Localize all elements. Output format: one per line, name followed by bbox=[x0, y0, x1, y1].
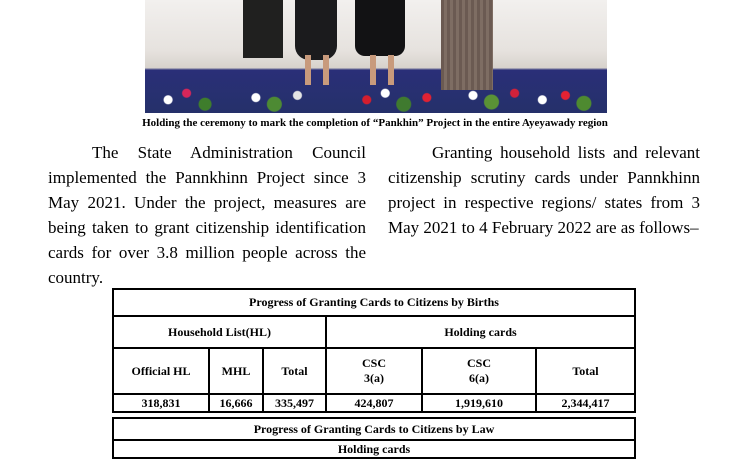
table-group-header: Holding cards bbox=[326, 316, 635, 348]
article-column-right bbox=[388, 140, 700, 240]
table-cell: 2,344,417 bbox=[536, 394, 635, 412]
births-progress-table bbox=[112, 288, 636, 413]
table-title: Progress of Granting Cards to Citizens by Law bbox=[113, 418, 635, 440]
paragraph: Granting household lists and relevant citizenship scrutiny cards under Pannkhinn project in respective regions/ states from 3 May 2021 to 4 February 2022 are as follows– bbox=[388, 143, 700, 237]
table-group-header: Household List(HL) bbox=[113, 316, 326, 348]
table-cell: 424,807 bbox=[326, 394, 422, 412]
table-cell: 318,831 bbox=[113, 394, 209, 412]
flower-arrangement bbox=[145, 69, 607, 113]
law-progress-table bbox=[112, 417, 636, 459]
column-header: MHL bbox=[209, 348, 263, 394]
person-figure bbox=[295, 0, 337, 60]
column-header: CSC 3(a) bbox=[326, 348, 422, 394]
table-group-header: Holding cards bbox=[113, 440, 635, 458]
paragraph: The State Administration Council implemented the Pannkhinn Project since 3 May 2021. Under the project, measures are being taken to grant citizenship identification cards for over 3.8 million people across the country. bbox=[48, 143, 366, 287]
person-figure bbox=[355, 0, 405, 56]
column-header: CSC 6(a) bbox=[422, 348, 536, 394]
article-column-left bbox=[48, 140, 366, 290]
person-figure bbox=[243, 0, 283, 58]
column-header: Total bbox=[263, 348, 326, 394]
photo-caption: Holding the ceremony to mark the completion of “Pankhin” Project in the entire Ayeyawady region bbox=[142, 117, 608, 129]
ceremony-photo bbox=[145, 0, 607, 113]
column-header: Official HL bbox=[113, 348, 209, 394]
table-title: Progress of Granting Cards to Citizens by Births bbox=[113, 289, 635, 316]
table-cell: 1,919,610 bbox=[422, 394, 536, 412]
table-cell: 16,666 bbox=[209, 394, 263, 412]
column-header: Total bbox=[536, 348, 635, 394]
table-cell: 335,497 bbox=[263, 394, 326, 412]
